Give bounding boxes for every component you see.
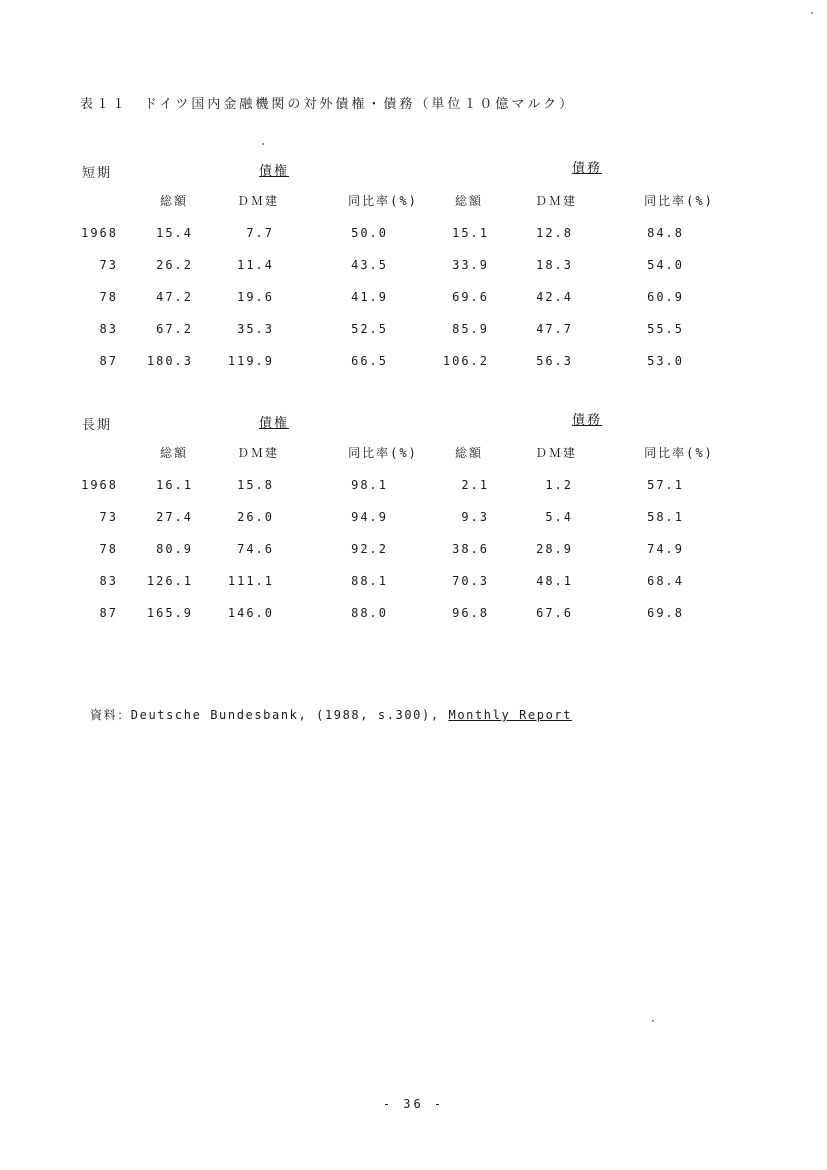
row-year: 87 — [99, 354, 118, 368]
table-cell: 98.1 — [351, 478, 388, 492]
table-cell: 54.0 — [647, 258, 684, 272]
table-cell: 70.3 — [452, 574, 489, 588]
column-header: 総額 — [454, 446, 484, 460]
section-label: 短期 — [82, 166, 113, 181]
table-cell: 5.4 — [545, 510, 573, 524]
column-header: ＤＭ建 — [534, 194, 578, 208]
table-cell: 111.1 — [227, 574, 274, 588]
table-cell: 52.5 — [351, 322, 388, 336]
table-cell: 74.6 — [237, 542, 274, 556]
scan-speck — [652, 1020, 654, 1022]
row-year: 1968 — [81, 226, 118, 240]
column-header: ＤＭ建 — [236, 446, 280, 460]
row-year: 78 — [99, 542, 118, 556]
table-cell: 26.2 — [156, 258, 193, 272]
column-header: 同比率(%) — [644, 194, 714, 208]
table-cell: 1.2 — [545, 478, 573, 492]
table-cell: 47.7 — [536, 322, 573, 336]
table-cell: 58.1 — [647, 510, 684, 524]
table-cell: 33.9 — [452, 258, 489, 272]
table-cell: 53.0 — [647, 354, 684, 368]
table-cell: 80.9 — [156, 542, 193, 556]
table-cell: 15.8 — [237, 478, 274, 492]
table-cell: 88.1 — [351, 574, 388, 588]
table-cell: 165.9 — [146, 606, 193, 620]
table-cell: 9.3 — [461, 510, 489, 524]
table-cell: 67.6 — [536, 606, 573, 620]
table-cell: 47.2 — [156, 290, 193, 304]
row-year: 73 — [99, 510, 118, 524]
row-year: 83 — [99, 574, 118, 588]
table-cell: 27.4 — [156, 510, 193, 524]
group-debt-label: 債務 — [572, 161, 603, 176]
table-cell: 180.3 — [146, 354, 193, 368]
table-cell: 146.0 — [227, 606, 274, 620]
column-header: 総額 — [159, 194, 189, 208]
row-year: 1968 — [81, 478, 118, 492]
table-cell: 85.9 — [452, 322, 489, 336]
table-cell: 106.2 — [442, 354, 489, 368]
group-credit-label: 債権 — [259, 416, 290, 431]
column-header: 同比率(%) — [644, 446, 714, 460]
table-cell: 41.9 — [351, 290, 388, 304]
table-cell: 56.3 — [536, 354, 573, 368]
table-cell: 43.5 — [351, 258, 388, 272]
source-note — [90, 706, 572, 723]
row-year: 73 — [99, 258, 118, 272]
table-cell: 15.4 — [156, 226, 193, 240]
group-credit-label: 債権 — [259, 164, 290, 179]
table-cell: 38.6 — [452, 542, 489, 556]
row-year: 87 — [99, 606, 118, 620]
table-cell: 88.0 — [351, 606, 388, 620]
table-cell: 35.3 — [237, 322, 274, 336]
row-year: 78 — [99, 290, 118, 304]
table-cell: 26.0 — [237, 510, 274, 524]
table-cell: 7.7 — [246, 226, 274, 240]
table-cell: 84.8 — [647, 226, 684, 240]
table-cell: 74.9 — [647, 542, 684, 556]
table-cell: 48.1 — [536, 574, 573, 588]
scan-speck — [811, 12, 813, 14]
column-header: 総額 — [454, 194, 484, 208]
table-cell: 119.9 — [227, 354, 274, 368]
table-cell: 126.1 — [146, 574, 193, 588]
table-cell: 96.8 — [452, 606, 489, 620]
table-cell: 57.1 — [647, 478, 684, 492]
table-cell: 11.4 — [237, 258, 274, 272]
column-header: ＤＭ建 — [236, 194, 280, 208]
table-cell: 69.6 — [452, 290, 489, 304]
table-cell: 66.5 — [351, 354, 388, 368]
column-header: 同比率(%) — [348, 446, 418, 460]
column-header: 同比率(%) — [348, 194, 418, 208]
column-header: ＤＭ建 — [534, 446, 578, 460]
table-cell: 55.5 — [647, 322, 684, 336]
column-header: 総額 — [159, 446, 189, 460]
table-cell: 28.9 — [536, 542, 573, 556]
table-cell: 94.9 — [351, 510, 388, 524]
table-cell: 19.6 — [237, 290, 274, 304]
table-cell: 60.9 — [647, 290, 684, 304]
table-cell: 50.0 — [351, 226, 388, 240]
table-cell: 67.2 — [156, 322, 193, 336]
scan-speck — [262, 143, 264, 145]
table-cell: 42.4 — [536, 290, 573, 304]
table-cell: 68.4 — [647, 574, 684, 588]
table-cell: 16.1 — [156, 478, 193, 492]
table-cell: 2.1 — [461, 478, 489, 492]
table-cell: 12.8 — [536, 226, 573, 240]
group-debt-label: 債務 — [572, 413, 603, 428]
section-label: 長期 — [82, 418, 113, 433]
table-cell: 69.8 — [647, 606, 684, 620]
source-prefix: 資料：Deutsche Bundesbank, (1988, s.300), — [90, 708, 449, 722]
table-cell: 18.3 — [536, 258, 573, 272]
table-cell: 15.1 — [452, 226, 489, 240]
row-year: 83 — [99, 322, 118, 336]
page-number: - 36 - — [382, 1097, 445, 1111]
table-cell: 92.2 — [351, 542, 388, 556]
source-title: Monthly Report — [448, 708, 573, 722]
table-title: 表１１ ドイツ国内金融機関の対外債権・債務（単位１０億マルク） — [80, 97, 576, 112]
